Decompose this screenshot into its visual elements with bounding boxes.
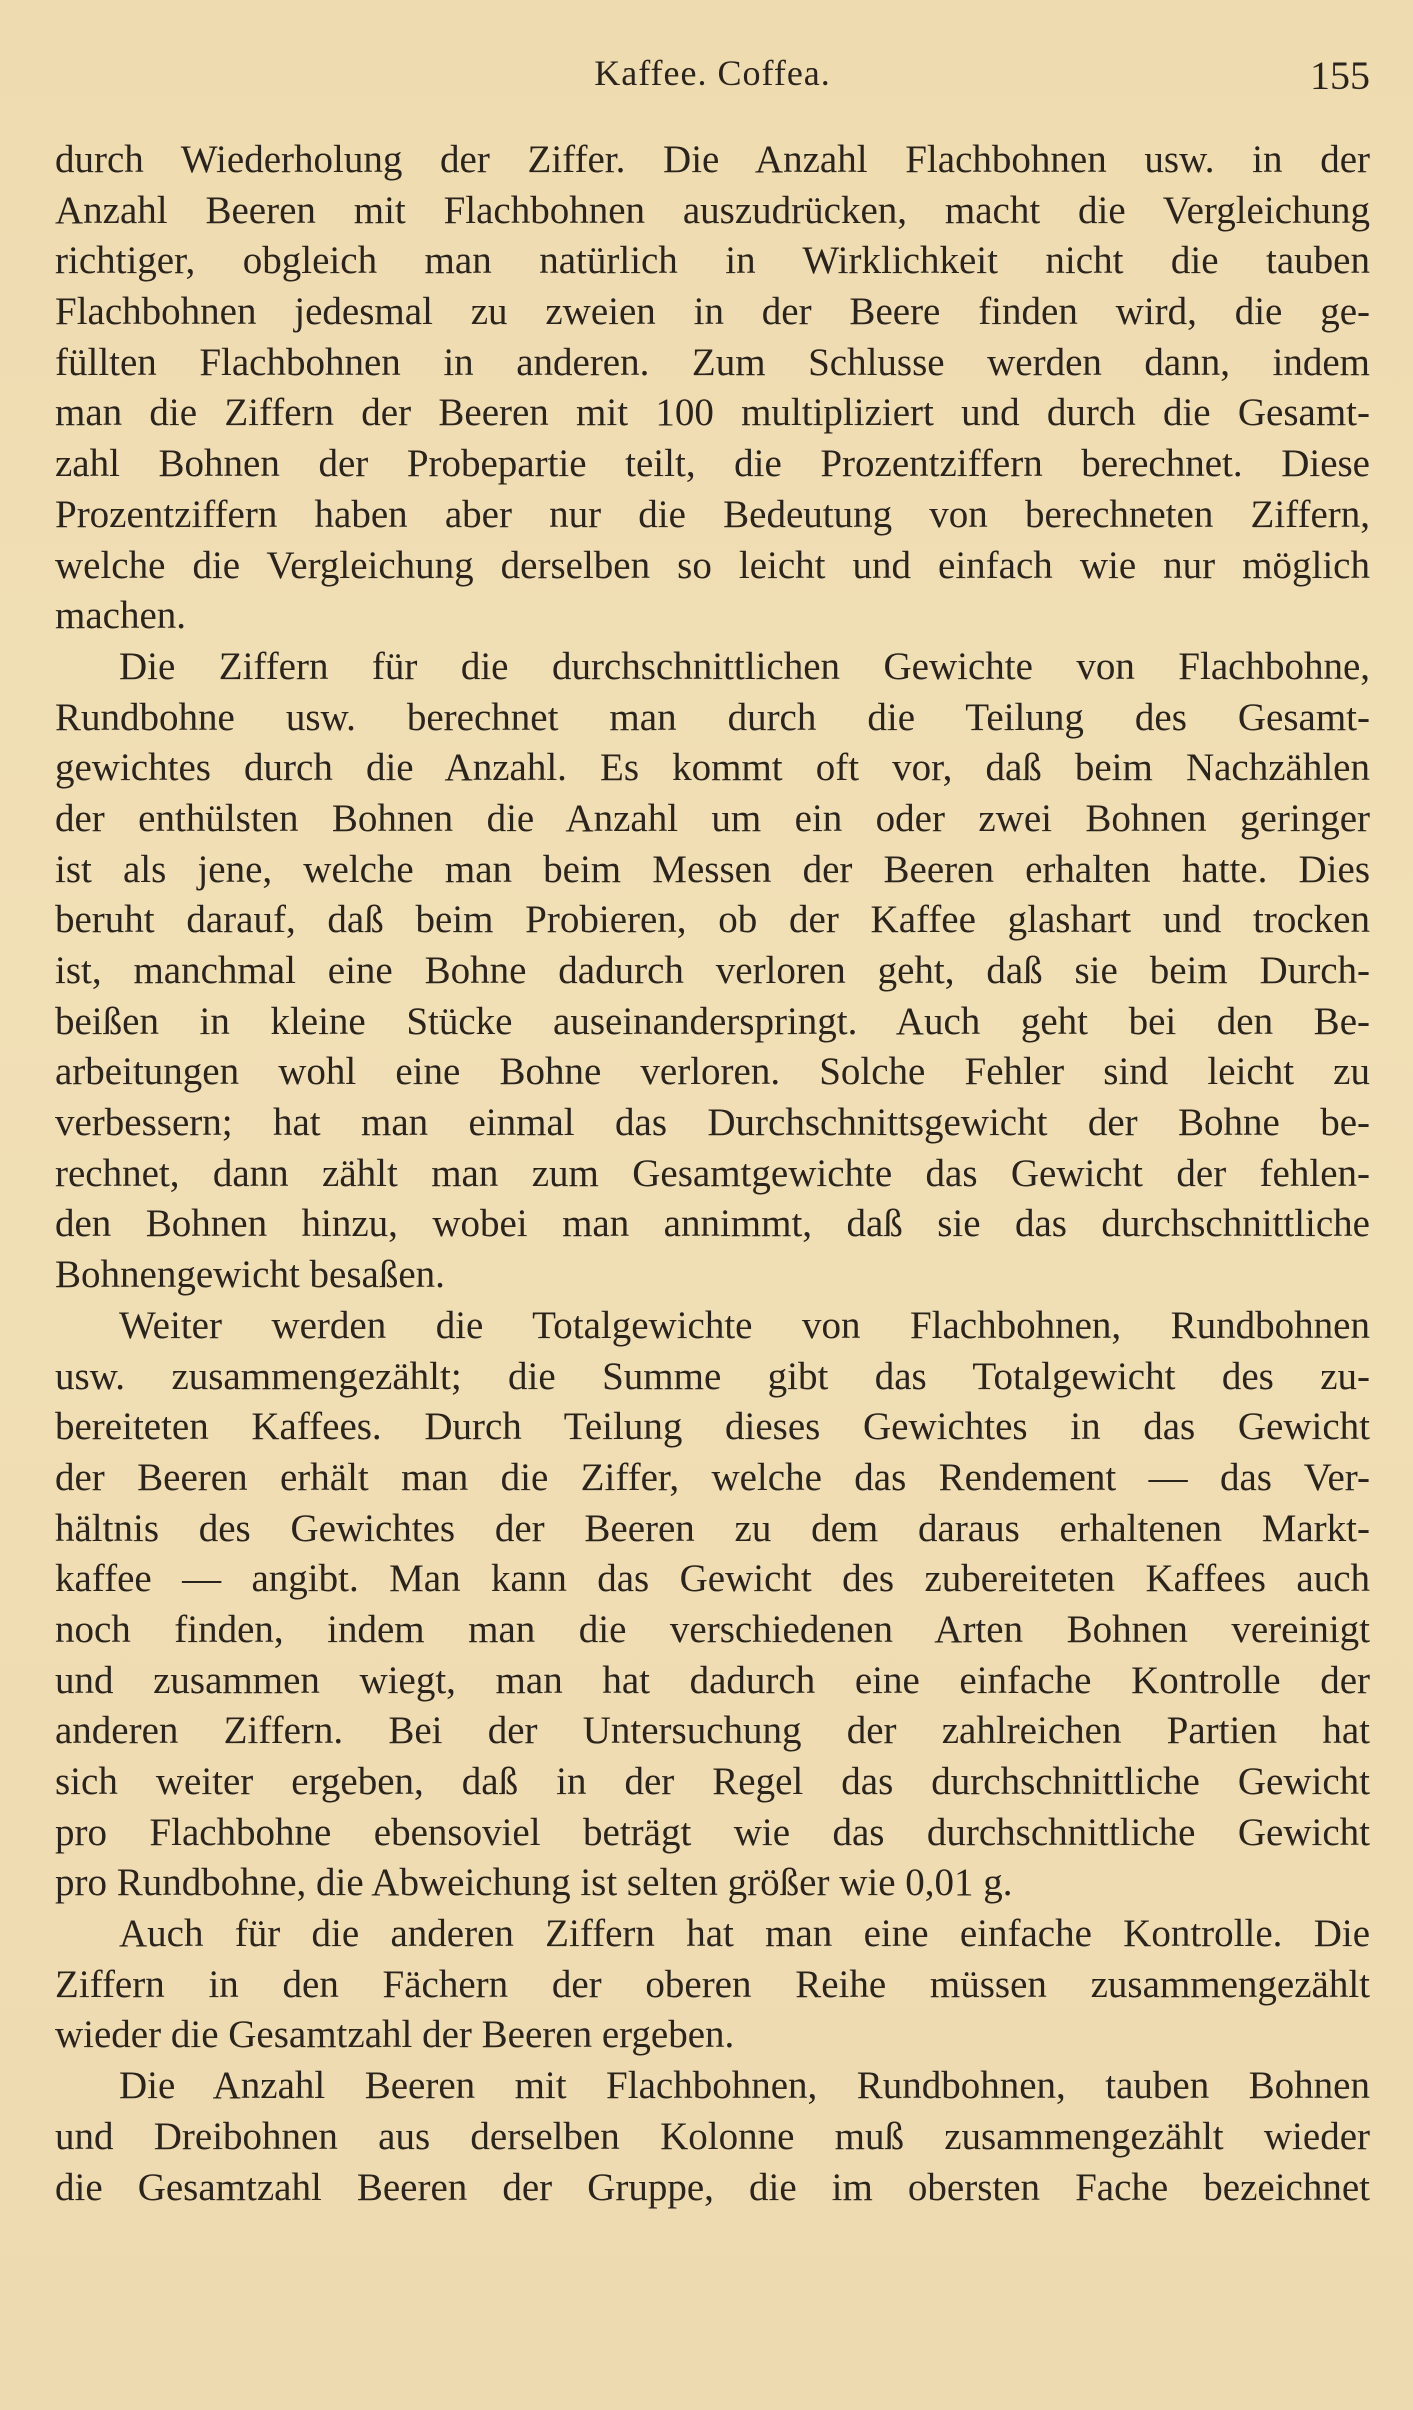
text-line: rechnet, dann zählt man zum Gesamtgewichte das Gewicht der fehlen- [55, 1151, 1370, 1195]
text-line: sich weiter ergeben, daß in der Regel das durchschnittliche Gewicht [55, 1760, 1370, 1803]
text-line: anderen Ziffern. Bei der Untersuchung der zahlreichen Partien hat [55, 1709, 1370, 1753]
text-line: Auch für die anderen Ziffern hat man eine einfache Kontrolle. Die [119, 1912, 1370, 1956]
text-line: machen. [55, 594, 187, 638]
text-line: Anzahl Beeren mit Flachbohnen auszudrücken, macht die Vergleichung [55, 188, 1370, 232]
text-line: und zusammen wiegt, man hat dadurch eine einfache Kontrolle der [55, 1658, 1370, 1702]
text-line: beruht darauf, daß beim Probieren, ob der Kaffee glashart und trocken [55, 898, 1370, 942]
body-text [55, 135, 1370, 2213]
text-line: wieder die Gesamtzahl der Beeren ergeben. [55, 2013, 735, 2057]
text-line: ist als jene, welche man beim Messen der Beeren erhalten hatte. Dies [55, 847, 1370, 891]
text-line: beißen in kleine Stücke auseinanderspringt. Auch geht bei den Be- [55, 999, 1370, 1043]
text-line: Die Ziffern für die durchschnittlichen Gewichte von Flachbohne, [119, 644, 1370, 688]
text-line: der enthülsten Bohnen die Anzahl um ein oder zwei Bohnen geringer [55, 796, 1370, 840]
text-line: hältnis des Gewichtes der Beeren zu dem daraus erhaltenen Markt- [55, 1506, 1370, 1550]
text-line: Die Anzahl Beeren mit Flachbohnen, Rundbohnen, tauben Bohnen [119, 2064, 1370, 2108]
paragraph [55, 2061, 1370, 2213]
text-line: richtiger, obgleich man natürlich in Wirklichkeit nicht die tauben [55, 239, 1370, 283]
text-line: zahl Bohnen der Probepartie teilt, die Prozentziffern berechnet. Diese [55, 442, 1370, 486]
text-line: Rundbohne usw. berechnet man durch die Teilung des Gesamt- [55, 695, 1370, 739]
text-line: usw. zusammengezählt; die Summe gibt das Totalgewicht des zu- [55, 1354, 1370, 1398]
text-line: noch finden, indem man die verschiedenen Arten Bohnen vereinigt [55, 1607, 1370, 1651]
text-line: füllten Flachbohnen in anderen. Zum Schlusse werden dann, indem [55, 340, 1370, 384]
text-line: durch Wiederholung der Ziffer. Die Anzahl Flachbohnen usw. in der [55, 138, 1370, 181]
text-line: bereiteten Kaffees. Durch Teilung dieses Gewichtes in das Gewicht [55, 1405, 1370, 1449]
page-number: 155 [1310, 53, 1370, 98]
text-line: Flachbohnen jedesmal zu zweien in der Beere finden wird, die ge- [55, 290, 1370, 334]
text-line: ist, manchmal eine Bohne dadurch verloren geht, daß sie beim Durch- [55, 949, 1370, 992]
text-line: welche die Vergleichung derselben so leicht und einfach wie nur möglich [55, 543, 1370, 587]
text-line: arbeitungen wohl eine Bohne verloren. Solche Fehler sind leicht zu [55, 1050, 1370, 1094]
paragraph [55, 1301, 1370, 1909]
running-title: Kaffee. Coffea. [594, 53, 831, 93]
text-line: pro Rundbohne, die Abweichung ist selten größer wie 0,01 g. [55, 1861, 1013, 1905]
paragraph [55, 642, 1370, 1301]
paragraph [55, 1909, 1370, 2061]
paragraph [55, 135, 1370, 642]
text-line: Ziffern in den Fächern der oberen Reihe müssen zusammengezählt [55, 1962, 1370, 2006]
text-line: der Beeren erhält man die Ziffer, welche das Rendement — das Ver- [55, 1455, 1370, 1499]
text-line: pro Flachbohne ebensoviel beträgt wie das durchschnittliche Gewicht [55, 1810, 1370, 1854]
text-line: Prozentziffern haben aber nur die Bedeutung von berechneten Ziffern, [55, 492, 1370, 536]
text-line: und Dreibohnen aus derselben Kolonne muß zusammengezählt wieder [55, 2114, 1370, 2158]
text-line: gewichtes durch die Anzahl. Es kommt oft vor, daß beim Nachzählen [55, 746, 1370, 790]
text-line: den Bohnen hinzu, wobei man annimmt, daß sie das durchschnittliche [55, 1202, 1370, 1246]
text-line: die Gesamtzahl Beeren der Gruppe, die im obersten Fache bezeichnet [55, 2165, 1370, 2209]
text-line: kaffee — angibt. Man kann das Gewicht des zubereiteten Kaffees auch [55, 1557, 1370, 1601]
text-line: man die Ziffern der Beeren mit 100 multipliziert und durch die Gesamt- [55, 391, 1370, 435]
text-line: verbessern; hat man einmal das Durchschnittsgewicht der Bohne be- [55, 1101, 1370, 1145]
text-line: Bohnengewicht besaßen. [55, 1253, 445, 1297]
text-line: Weiter werden die Totalgewichte von Flachbohnen, Rundbohnen [119, 1303, 1370, 1347]
running-head [55, 52, 1370, 102]
